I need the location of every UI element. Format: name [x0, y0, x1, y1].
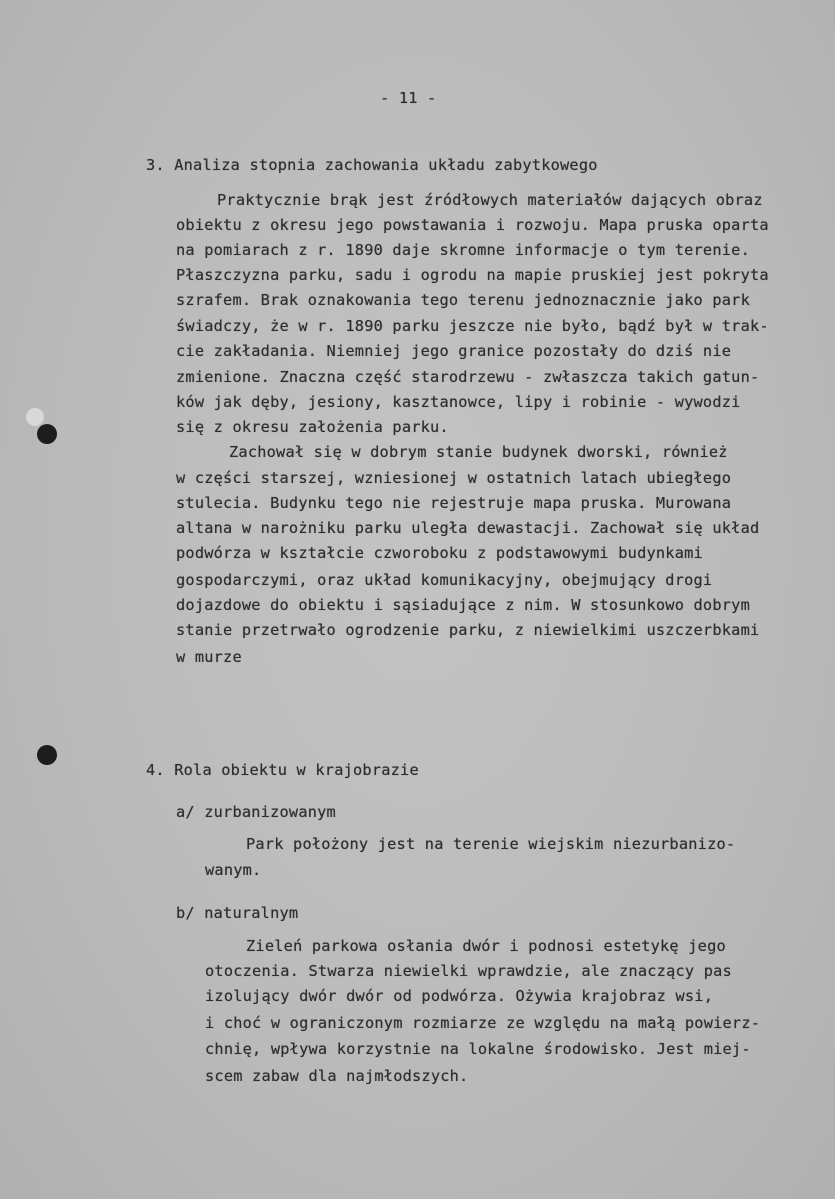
s3-p2-line-8: stanie przetrwało ogrodzenie parku, z niewielkimi uszczerbkami	[176, 621, 760, 639]
s3-p2-line-2: w części starszej, wzniesionej w ostatnich latach ubiegłego	[176, 469, 732, 487]
page-number: - 11 -	[380, 89, 437, 107]
s3-p2-line-5: podwórza w kształcie czworoboku z podstawowymi budynkami	[176, 544, 703, 562]
s3-p2-line-3: stulecia. Budynku tego nie rejestruje mapa pruska. Murowana	[176, 494, 732, 512]
s4-sub-b-line-2: otoczenia. Stwarza niewielki wprawdzie, ale znaczący pas	[205, 962, 732, 980]
s3-p2-line-7: dojazdowe do obiektu i sąsiadujące z nim. W stosunkowo dobrym	[176, 596, 750, 614]
punch-hole-top	[37, 424, 57, 444]
s4-sub-b-line-5: chnię, wpływa korzystnie na lokalne środowisko. Jest miej-	[205, 1040, 751, 1058]
s3-p1-line-1: Praktycznie brąk jest źródłowych materiałów dających obraz	[217, 191, 763, 209]
s3-p2-line-1: Zachował się w dobrym stanie budynek dworski, również	[229, 443, 728, 461]
s4-sub-a-label: a/ zurbanizowanym	[176, 803, 336, 821]
s4-sub-b-line-3: izolujący dwór dwór od podwórza. Ożywia krajobraz wsi,	[205, 987, 714, 1005]
s4-sub-b-label: b/ naturalnym	[176, 904, 299, 922]
s4-sub-b-line-1: Zieleń parkowa osłania dwór i podnosi estetykę jego	[246, 937, 726, 955]
s3-p1-line-7: cie zakładania. Niemniej jego granice pozostały do dziś nie	[176, 342, 732, 360]
s3-p1-line-5: szrafem. Brak oznakowania tego terenu jednoznacznie jako park	[176, 291, 750, 309]
s3-p1-line-3: na pomiarach z r. 1890 daje skromne informacje o tym terenie.	[176, 241, 750, 259]
punch-hole-light	[26, 408, 44, 426]
s3-p1-line-10: się z okresu założenia parku.	[176, 418, 449, 436]
section-4-heading: 4. Rola obiektu w krajobrazie	[146, 761, 419, 779]
s3-p1-line-2: obiektu z okresu jego powstawania i rozwoju. Mapa pruska oparta	[176, 216, 769, 234]
s3-p1-line-8: zmienione. Znaczna część starodrzewu - zwłaszcza takich gatun-	[176, 368, 760, 386]
s3-p1-line-4: Płaszczyzna parku, sadu i ogrodu na mapie pruskiej jest pokryta	[176, 266, 769, 284]
s3-p1-line-6: świadczy, że w r. 1890 parku jeszcze nie było, bądź był w trak-	[176, 317, 769, 335]
s3-p1-line-9: ków jak dęby, jesiony, kasztanowce, lipy i robinie - wywodzi	[176, 393, 741, 411]
section-3-heading: 3. Analiza stopnia zachowania układu zabytkowego	[146, 156, 598, 174]
s3-p2-line-6: gospodarczymi, oraz układ komunikacyjny, obejmujący drogi	[176, 571, 713, 589]
s4-sub-b-line-6: scem zabaw dla najmłodszych.	[205, 1067, 469, 1085]
s3-p2-line-4: altana w narożniku parku uległa dewastacji. Zachował się układ	[176, 519, 760, 537]
punch-hole-bottom	[37, 745, 57, 765]
s4-sub-a-line-2: wanym.	[205, 861, 262, 879]
s4-sub-b-line-4: i choć w ograniczonym rozmiarze ze względu na małą powierz-	[205, 1014, 761, 1032]
s4-sub-a-line-1: Park położony jest na terenie wiejskim niezurbanizo-	[246, 835, 736, 853]
s3-p2-line-9: w murze	[176, 648, 242, 666]
